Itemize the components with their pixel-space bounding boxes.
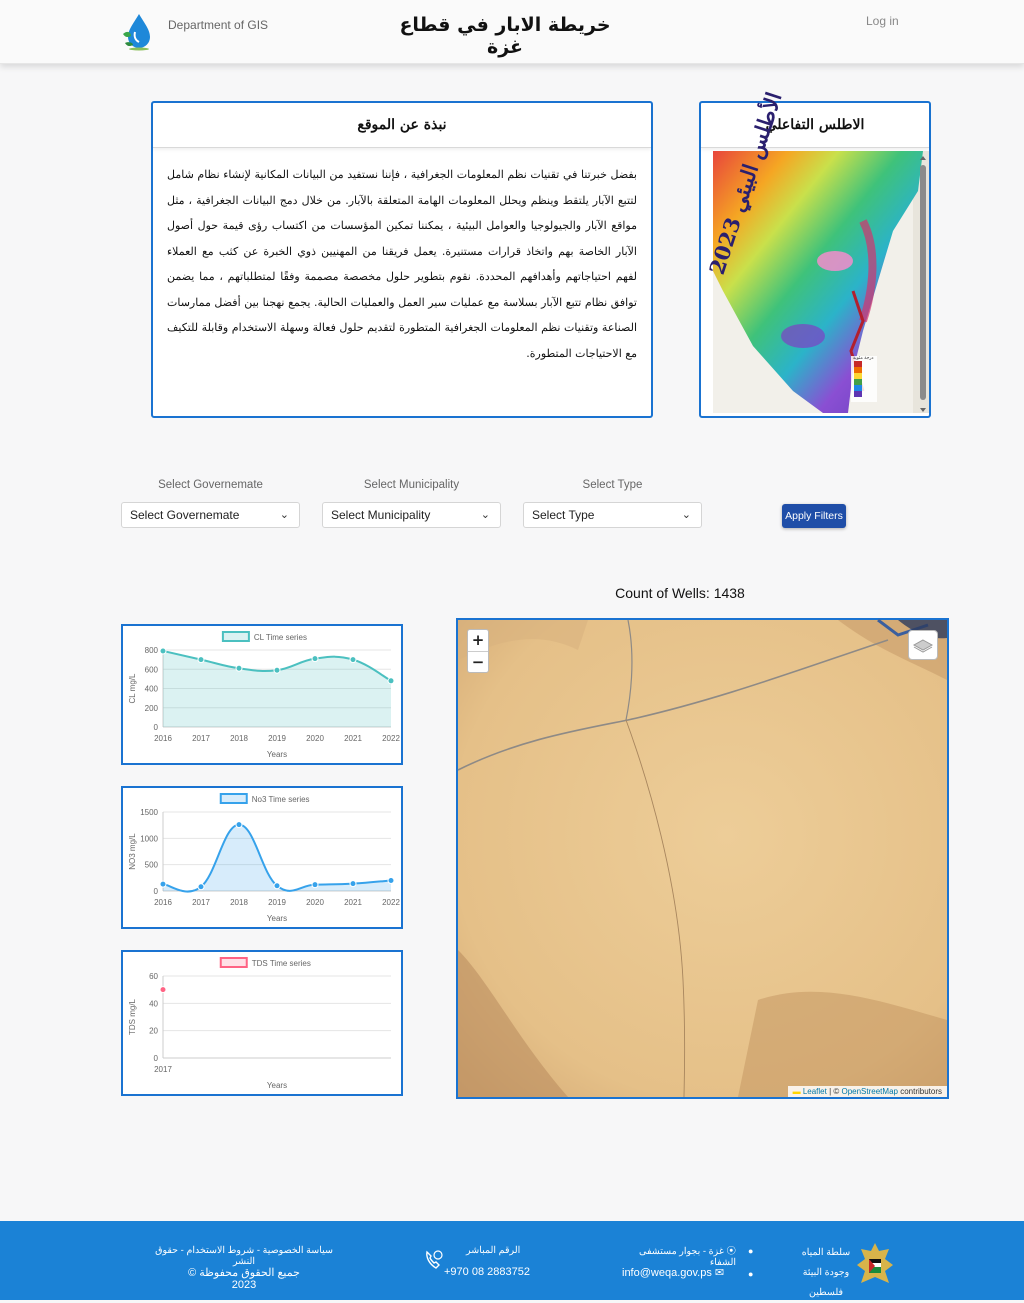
y-axis-label: NO3 mg/L [128,833,137,870]
legend-swatch [223,632,249,641]
x-tick-label: 2018 [230,898,248,907]
data-point [274,883,280,889]
footer-links[interactable]: سياسة الخصوصية - شروط الاستخدام - حقوق النشر [155,1245,333,1267]
y-tick-label: 500 [144,860,158,870]
x-tick-label: 2017 [192,734,210,743]
chart-legend [221,794,310,804]
series-area [163,651,391,727]
series-area [163,825,391,892]
x-tick-label: 2016 [154,898,172,907]
osm-link[interactable]: OpenStreetMap [841,1087,898,1096]
chart-legend [221,958,311,968]
atlas-card [699,89,931,418]
legend-swatch [221,794,247,803]
about-card [151,101,653,418]
atlas-heading: الاطلس التفاعلي [701,103,929,148]
y-tick-label: 400 [144,684,158,694]
x-tick-label: 2018 [230,734,248,743]
y-tick-label: 40 [149,999,158,1009]
phone-label: الرقم المباشر [466,1245,521,1256]
x-axis-label: Years [266,914,288,923]
data-point [388,877,394,883]
footer-copyright: جميع الحقوق محفوظة © 2023 [188,1267,300,1291]
series-line [163,825,391,892]
chevron-down-icon: ⌄ [681,509,691,521]
y-tick-label: 1500 [140,808,158,817]
palestine-emblem-icon [855,1241,895,1289]
x-tick-label: 2020 [306,898,324,907]
municipality-value: Select Municipality [331,508,431,522]
ukraine-flag-icon: ▬ [792,1087,801,1096]
type-select[interactable] [523,502,702,528]
y-tick-label: 0 [153,1054,158,1063]
x-tick-label: 2022 [382,734,400,743]
legend-label: No3 Time series [251,795,310,804]
x-tick-label: 2020 [306,734,324,743]
zoom-out-button[interactable]: − [468,651,488,672]
cl-chart [121,624,403,765]
x-axis-label: Years [266,750,288,759]
data-point [198,884,204,890]
x-tick-label: 2019 [268,898,286,907]
data-point [388,678,394,684]
y-tick-label: 60 [149,972,158,981]
municipality-select[interactable] [322,502,501,528]
envelope-icon: ✉ [714,1267,725,1279]
y-axis-label: CL mg/L [128,673,137,704]
logo-icon[interactable] [119,12,159,52]
login-link[interactable]: Log in [866,14,899,28]
location-pin-icon: ⦿ [726,1246,736,1257]
layers-icon [909,631,937,659]
legend-swatch [221,958,247,967]
x-tick-label: 2016 [154,734,172,743]
data-point [160,881,166,887]
y-tick-label: 200 [144,703,158,713]
chevron-down-icon: ⌄ [480,509,490,521]
type-label: Select Type [582,479,643,491]
satellite-imagery [458,620,947,1097]
data-point [274,667,280,673]
atlas-scrollbar[interactable] [918,153,928,415]
x-axis-label: Years [266,1081,288,1090]
x-tick-label: 2017 [154,1065,172,1074]
org-name: سلطة المياه وجودة البيئة فلسطين [801,1247,851,1298]
wells-count: Count of Wells: 1438 [615,585,745,601]
layers-button[interactable] [908,630,938,660]
atlas-image-title: الأطلس البيئي 2023 [703,89,787,278]
site-header [0,0,1024,64]
phone-icon [423,1249,445,1271]
data-point [236,822,242,828]
data-point [160,648,166,654]
data-point [236,665,242,671]
x-tick-label: 2021 [344,898,362,907]
chart-legend [223,632,307,642]
zoom-control [467,629,489,673]
site-footer [0,1221,1024,1300]
footer-address: ⦿ غزة - بجوار مستشفى الشفاء [639,1246,736,1268]
legend-label: TDS Time series [251,959,311,968]
y-tick-label: 1000 [140,834,158,844]
x-tick-label: 2019 [268,734,286,743]
data-point [350,657,356,663]
cl-chart-svg [123,626,401,763]
x-tick-label: 2017 [192,898,210,907]
data-point [350,881,356,887]
chevron-down-icon: ⌄ [279,509,289,521]
data-point [312,656,318,662]
apply-filters-button[interactable]: Apply Filters [782,504,846,528]
footer-email[interactable]: info@weqa.gov.ps ✉ [622,1267,725,1279]
about-heading: نبذة عن الموقع [153,103,651,148]
zoom-in-button[interactable]: + [471,631,485,649]
x-tick-label: 2022 [382,898,400,907]
municipality-label: Select Municipality [363,479,460,491]
tds-chart [121,950,403,1096]
y-tick-label: 800 [144,646,158,655]
y-tick-label: 0 [153,887,158,896]
governorate-label: Select Governemate [158,479,263,491]
wells-map[interactable] [456,618,949,1099]
svg-text:درجة مئوية: درجة مئوية [853,356,874,361]
data-point [312,882,318,888]
y-tick-label: 0 [153,723,158,732]
type-value: Select Type [532,508,595,522]
y-axis-label: TDS mg/L [128,998,137,1036]
governorate-value: Select Governemate [130,508,240,522]
footer-phone[interactable]: +970 08 2883752 [444,1266,530,1278]
data-point [160,987,166,993]
governorate-select[interactable] [121,502,300,528]
bullet-icon: ● [748,1269,754,1279]
page-title: خريطة الابار في قطاع غزة [399,14,611,58]
leaflet-link[interactable]: Leaflet [802,1087,827,1096]
map-attribution: ▬ Leaflet | © OpenStreetMap contributors [788,1086,947,1097]
bullet-icon: ● [748,1246,754,1256]
y-tick-label: 20 [149,1026,158,1036]
tds-chart-svg [123,952,401,1094]
department-name: Department of GIS [168,18,269,32]
legend-label: CL Time series [253,633,307,642]
y-tick-label: 600 [144,665,158,675]
no3-chart [121,786,403,929]
data-point [198,657,204,663]
no3-chart-svg [123,788,401,927]
x-tick-label: 2021 [344,734,362,743]
atlas-scroll-thumb[interactable] [920,165,926,400]
about-text: بفضل خبرتنا في تقنيات نظم المعلومات الجغرافية ، فإننا نستفيد من البيانات المكانية لإنشاء نظام شامل لتتبع الآبار يلتقط وينظم ويحلل المعلومات الهامة المتعلقة بالآبار. من خلال دمج البيانات الجغرافية ، مثل مواقع الآبار والجيولوجيا والعوامل البيئية ، يمكننا تمكين المؤسسات من اكتساب رؤى قيمة حول أصول الآبار الخاصة بهم واتخاذ قرارات مستنيرة. يعمل فريقنا من المهنيين ذوي الخبرة عن كثب مع العملاء لفهم احتياجاتهم وأهدافهم المحددة. نقوم بتطوير حلول مخصصة مصممة وفقًا لمتطلباتهم ، مما يضمن توافق نظام تتبع الآبار بسلاسة مع عمليات سير العمل والعمليات الحالية. يجمع نهجنا بين أفضل ممارسات الصناعة وتقنيات نظم المعلومات الجغرافية المتطورة لتقديم حلول فعالة وسهلة الاستخدام وقابلة للتكيف مع الاحتياجات المتطورة. [167,168,637,360]
